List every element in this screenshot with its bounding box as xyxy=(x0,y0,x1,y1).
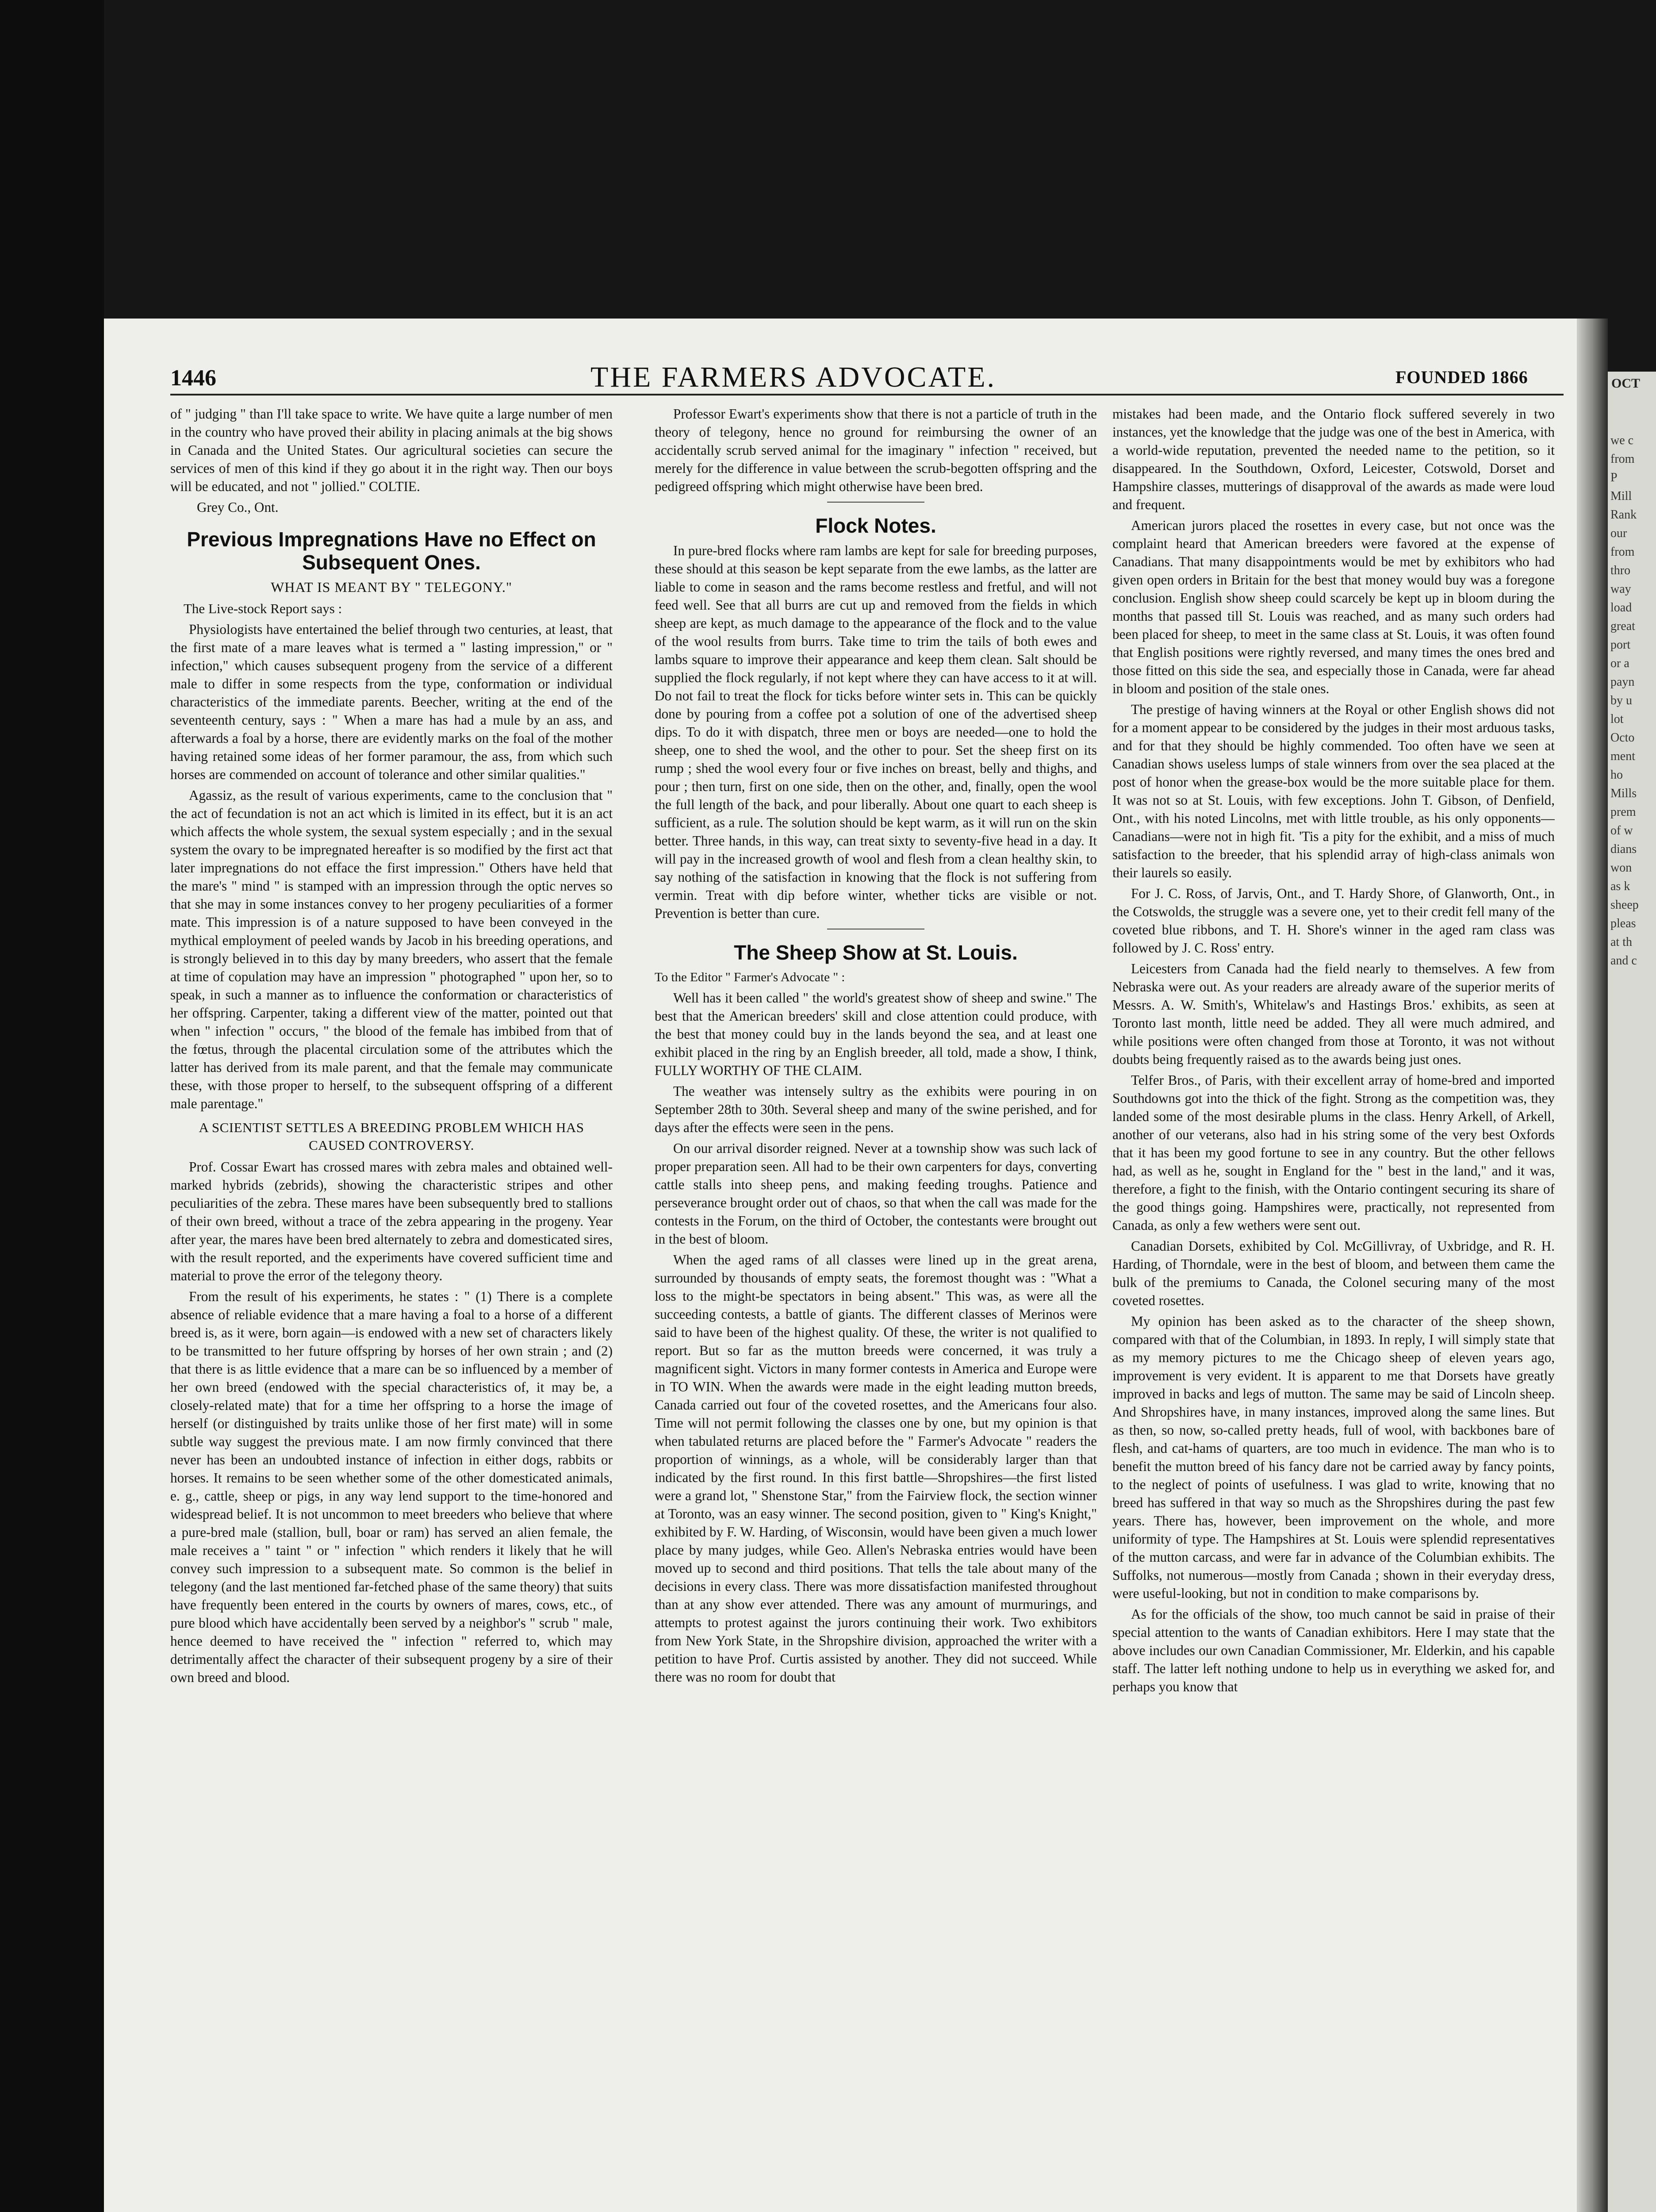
facing-page-line: port xyxy=(1610,638,1631,652)
paragraph: Physiologists have entertained the belief through two centuries, at least, that the first mate of a mare leaves what is termed a " lasting impression," or " infection," which causes subsequent progeny from the service of a different male to differ in some respects from the type, conformation or individual characteristics of the immediate parents. Beecher, writing at the end of the seventeenth century, says : " When a mare has had a mule by an ass, and afterwards a foal by a horse, there are evidently marks on the foal of the mother having retained some ideas of her former paramour, the ass, from which such horses are commended on account of tolerance and other similar qualities." xyxy=(170,622,613,782)
paragraph: The prestige of having winners at the Royal or other English shows did not for a moment appear to be considered by the judges in their most arduous tasks, and for that they should be highly commended. Too often have we seen at Canadian shows useless lumps of stale winners from over the sea placed at the post of honor when the grease-box would be the more suitable place for them. It was not so at St. Louis, with few exceptions. John T. Gibson, of Denfield, Ont., with his noted Lincolns, met with little trouble, as his only opponents—Canadians—were not in high fit. 'Tis a pity for the exhibit, and a miss of much satisfaction to the breeder, that his splendid array of high-class animals won their laurels so easily. xyxy=(1112,702,1555,880)
letter-ending: of " judging " than I'll take space to write. We have quite a large number of men in the country who have proved their ability in placing animals at the big shows in Canada and the United States. Our agricultural societies can secure the services of men of this kind if they go about it in the right way. Then our boys will be educated, and not " jollied." COLTIE. xyxy=(170,406,613,494)
facing-page-line: Octo xyxy=(1610,731,1635,745)
divider xyxy=(827,502,924,503)
running-header xyxy=(104,361,1564,392)
facing-page-line: P xyxy=(1610,471,1618,484)
facing-page-line: or a xyxy=(1610,657,1629,670)
letter-signoff: Grey Co., Ont. xyxy=(197,499,279,515)
paragraph: American jurors placed the rosettes in every case, but not once was the complaint heard that American breeders were favored at the expense of Canadians. That many disappointments would be met by exhibitors who had given open orders in Britain for the best that money would buy was a foregone conclusion. English show sheep could scarcely be kept up in bloom during the months that passed till St. Louis was reached, and as many such orders had been placed for sheep, to meet in the same class at St. Louis, it was often found that English positions were rightly reversed, and many times the ones bred and those fitted on this side the sea, and especially those in Canada, were far ahead in bloom and position of the stale ones. xyxy=(1112,518,1555,696)
facing-page-line: as k xyxy=(1610,879,1630,893)
paragraph: As for the officials of the show, too much cannot be said in praise of their special attention to the wants of Canadian exhibitors. Here I may state that the above includes our own Canadian Commissioner, Mr. Elderkin, and his capable staff. The latter left nothing undone to help us in everything we asked for, and perhaps you know that xyxy=(1112,1606,1555,1694)
paragraph: The weather was intensely sultry as the exhibits were pouring in on September 28th to 30th. Several sheep and many of the swine perished, and for days after the effects were seen in the pens. xyxy=(655,1083,1097,1135)
paragraph: From the result of his experiments, he states : " (1) There is a complete absence of reliable evidence that a mare having a foal to a horse of a different breed is, as it were, born again—is endowed with a new set of characters likely to be transmitted to her future offspring by horses of her own strain ; and (2) that there is as little evidence that a mare can be so influenced by a member of her own breed (endowed with the special characteristics of, it may be, a closely-related mate) that for a time her offspring to a horse the image of herself (or distinguished by traits unlike those of her first mate) will in some subtle way suggest the previous mate. I am now firmly convinced that there never has been an undoubted instance of infection in either dogs, rabbits or horses. It remains to be seen whether some of the other domesticated animals, e. g., cattle, sheep or pigs, in any way lend support to the time-honored and widespread belief. It is not uncommon to meet breeders who believe that where a pure-bred male (stallion, bull, boar or ram) has served an alien female, the male receives a " taint " or " infection " which renders it likely that he will convey such impression to a subsequent mate. So common is the belief in telegony (and the last mentioned far-fetched phase of the same theory) that suits have frequently been entered in the courts by owners of mares, cows, etc., of pure blood which have accidentally been served by a neighbor's " scrub " male, hence deemed to have received the " infection " referred to, which may detrimentally affect the character of their subsequent progeny by a sire of their own breed and blood. xyxy=(170,1289,613,1685)
article-title-sheep-show: The Sheep Show at St. Louis. xyxy=(734,941,1018,964)
facing-page-line: and c xyxy=(1610,954,1637,968)
facing-page-line: ho xyxy=(1610,768,1623,782)
editor-salutation: To the Editor " Farmer's Advocate " : xyxy=(655,970,845,984)
facing-page-line: from xyxy=(1610,452,1635,466)
header-rule xyxy=(170,394,1564,396)
facing-page-line: Mill xyxy=(1610,489,1632,503)
facing-page-line: Rank xyxy=(1610,508,1637,522)
facing-page-line: won xyxy=(1610,861,1632,875)
facing-page-line: thro xyxy=(1610,564,1631,577)
facing-page-header: OCT xyxy=(1611,376,1641,391)
paragraph: On our arrival disorder reigned. Never at a township show was such lack of proper preparation seen. All had to be their own carpenters for days, converting cattle stalls into sheep pens, and making feeding troughs. Patience and perseverance brought order out of chaos, so that when the call was made for the contests in the Forum, on the third of October, the contestants were brought out in the best of bloom. xyxy=(655,1141,1097,1247)
column-3 xyxy=(1112,405,1555,2212)
paragraph: Agassiz, as the result of various experiments, came to the conclusion that " the act of fecundation is not an act which is limited in its effect, but it is an act which affects the whole system, the sexual system especially ; and in the sexual system the ovary to be impregnated hereafter is so modified by the first act that later impregnations do not efface the first impression." Others have held that the mare's " mind " is stamped with an impression through the optic nerves so that she may in some instances convey to her progeny peculiarities of a former mate. This impression is of a nature supposed to have been conveyed in the mythical employment of peeled wands by Jacob in his breeding operations, and is strongly believed in to this day by many breeders, who assert that the female at time of copulation may have an impression " photographed " upon her, so to speak, in such a manner as to influence the conformation or characteristics of her offspring. Carpenter, taking a different view of the matter, pointed out that when " infection " occurs, " the blood of the female has imbibed from that of the fœtus, through the placental circulation some of the attributes which the latter has derived from its male parent, and that the female may communicate these, with those proper to herself, to the subsequent offspring of a different male parentage." xyxy=(170,787,613,1111)
article-subtitle-telegony: WHAT IS MEANT BY " TELEGONY." xyxy=(271,579,512,595)
facing-page-line: from xyxy=(1610,545,1635,559)
facing-page-line: way xyxy=(1610,582,1631,596)
facing-page-line: at th xyxy=(1610,935,1632,949)
paragraph: Leicesters from Canada had the field nearly to themselves. A few from Nebraska were out. As your readers are already aware of the superior merits of Messrs. A. W. Smith's, Whitelaw's and Hastings Bros.' exhibits, as seen at Toronto last month, little need be added. They all were much admired, and while positions were often changed from those at Toronto, it was not without doubts being frequently raised as to the awards being just ones. xyxy=(1112,961,1555,1067)
scan-left-edge xyxy=(0,0,104,2212)
facing-page-line: Mills xyxy=(1610,787,1637,800)
book-spine-shadow xyxy=(1577,319,1608,2212)
facing-page-line: load xyxy=(1610,601,1632,614)
newspaper-page xyxy=(104,319,1599,2212)
paragraph: Well has it been called " the world's greatest show of sheep and swine." The best that the American breeders' skill and close attention could produce, with the best that money could buy in the lands beyond the sea, and at least one exhibit placed in the ring by an English breeder, all told, made a show, I think, FULLY WORTHY OF THE CLAIM. xyxy=(655,990,1097,1078)
facing-page-line: payn xyxy=(1610,675,1635,689)
founded-note: FOUNDED 1866 xyxy=(1395,367,1528,387)
facing-page-line: pleas xyxy=(1610,917,1636,930)
facing-page-line: of w xyxy=(1610,824,1633,837)
paragraph: For J. C. Ross, of Jarvis, Ont., and T. Hardy Shore, of Glanworth, Ont., in the Cotswolds, the struggle was a severe one, yet to their credit fell many of the coveted blue ribbons, and T. H. Shore's winner in the aged ram class was followed by J. C. Ross' entry. xyxy=(1112,886,1555,956)
facing-page-line: great xyxy=(1610,619,1635,633)
page-number: 1446 xyxy=(170,365,216,391)
facing-page-line: dians xyxy=(1610,842,1637,856)
facing-page-line: we c xyxy=(1610,434,1634,447)
facing-page-line: by u xyxy=(1610,694,1632,707)
paragraph: When the aged rams of all classes were lined up in the great arena, surrounded by thousands of empty seats, the foremost thought was : "What a loss to the might-be spectators in being absent." This was, as were all the succeeding contests, a battle of giants. The different classes of Merinos were said to have been of the highest quality. Of these, the writer is not qualified to report. But so far as the mutton breeds were concerned, it was truly a magnificent sight. Victors in many former contests in America and Europe were in TO WIN. When the awards were made in the eight leading mutton breeds, Canada carried out four of the coveted rosettes, and the Americans four also. Time will not permit following the classes one by one, but my opinion is that when tabulated returns are placed before the " Farmer's Advocate " readers the proportion of winnings, as a whole, will be considerably larger than that indicated by the first round. In this first battle—Shropshires—the first listed were a grand lot, " Shenstone Star," from the Fairview flock, the section winner at Toronto, was an easy winner. The second position, given to " King's Knight," exhibited by F. W. Harding, of Wisconsin, would have been given a much lower place by many judges, while Geo. Allen's Nebraska entries would have been moved up to second and third positions. That tells the tale about many of the decisions in every class. There was more dissatisfaction manifested throughout than at any show ever attended. There was any amount of murmurings, and attempts to protest against the jurors continuing their work. Two exhibitors from New York State, in the Shropshire division, approached the writer with a petition to have Prof. Curtis assisted by another. They did not succeed. While there was no room for doubt that xyxy=(655,1252,1097,1685)
facing-page-line: ment xyxy=(1610,749,1635,763)
facing-page-edge xyxy=(1608,372,1656,2212)
section-subhead: A SCIENTIST SETTLES A BREEDING PROBLEM WHICH HAS CAUSED CONTROVERSY. xyxy=(199,1120,584,1153)
column-2 xyxy=(655,405,1097,2212)
column-1 xyxy=(170,405,613,2212)
paragraph: mistakes had been made, and the Ontario flock suffered severely in two instances, yet the knowledge that the judge was one of the best in America, with a world-wide reputation, prevented the needed name to the petition, so it disappeared. In the Southdown, Oxford, Leicester, Cotswold, Dorset and Hampshire classes, mutterings of disapproval of the awards as made were loud and frequent. xyxy=(1112,406,1555,512)
paragraph: Canadian Dorsets, exhibited by Col. McGillivray, of Uxbridge, and R. H. Harding, of Thorndale, were in the best of bloom, and between them came the bulk of the premiums to Canada, the Colonel securing many of the most coveted rosettes. xyxy=(1112,1238,1555,1308)
facing-page-line: our xyxy=(1610,526,1627,540)
facing-page-line: sheep xyxy=(1610,898,1639,912)
paragraph: Professor Ewart's experiments show that there is not a particle of truth in the theory of telegony, hence no ground for reimbursing the owner of an accidentally scrub served animal for the imaginary " infection " received, but merely for the difference in value between the scrub-begotten offspring and the pedigreed offspring which might otherwise have been bred. xyxy=(655,406,1097,494)
paragraph: Prof. Cossar Ewart has crossed mares with zebra males and obtained well-marked hybrids (zebrids), showing the characteristic stripes and other peculiarities of the zebra. These mares have been subsequently bred to stallions of their own breed, without a trace of the zebra appearing in the progeny. Year after year, the mares have been bred alternately to zebra and domesticated sires, with the result reported, and the experiments have covered sufficient time and material to prove the error of the telegony theory. xyxy=(170,1159,613,1283)
paragraph: In pure-bred flocks where ram lambs are kept for sale for breeding purposes, these should at this season be kept separate from the ewe lambs, as the latter are liable to come in season and the rams become restless and fretful, and will not feed well. See that all burrs are cut up and removed from the fields in which sheep are kept, as much damage to the appearance of the flock and to the value of the wool results from burrs. Take time to trim the tails of both ewes and lambs square to improve their appearance and keep them clean. Salt should be supplied the flock regularly, if not kept where they can have access to it at will. Do not fail to treat the flock for ticks before winter sets in. This can be quickly done by pouring from a coffee pot a solution of one of the advertised sheep dips. To do it with dispatch, three men or boys are needed—one to hold the sheep, one to shed the wool, and the other to pour. Set the sheep first on its rump ; shed the wool every four or five inches on breast, belly and thighs, and pour ; then turn, first on one side, then on the other, and, finally, open the wool the full length of the back, and pour liberally. About one quart to each sheep is sufficient, as a rule. The solution should be kept warm, as it will run on the skin better. Three hands, in this way, can treat sixty to seventy-five head in a day. It will pay in the increased growth of wool and flesh from a clean healthy skin, to say nothing of the satisfaction in knowing that the flock is not suffering from vermin. Treat with dip before winter, whether ticks are visible or not. Prevention is better than cure. xyxy=(655,543,1097,921)
article-title-telegony: Previous Impregnations Have no Effect on Subsequent Ones. xyxy=(187,528,596,574)
publication-title: THE FARMERS ADVOCATE. xyxy=(590,361,997,393)
facing-page-line: prem xyxy=(1610,805,1636,819)
facing-page-line: lot xyxy=(1610,712,1624,726)
article-source: The Live-stock Report says : xyxy=(184,601,342,616)
paragraph: My opinion has been asked as to the character of the sheep shown, compared with that of the Columbian, in 1893. In reply, I will simply state that as my memory pictures to me the Chicago sheep of eleven years ago, improvement is very evident. It is apparent to me that Dorsets have greatly improved in backs and legs of mutton. The same may be said of Lincoln sheep. And Shropshires have, in many instances, improved along the same lines. But as then, so now, so-called pretty heads, full of wool, with backbones bare of flesh, and cat-hams of quarters, are too much in evidence. The man who is to benefit the mutton breed of his fancy dare not be carried away by fancy points, to the neglect of points of usefulness. I was glad to write, knowing that no breed has suffered in that way so much as the Shropshires during the past few years. There has, however, been improvement on the whole, and more uniformity of type. The Hampshires at St. Louis were splendid representatives of the mutton carcass, and were far in advance of the Columbian exhibits. The Suffolks, not numerous—mostly from Canada ; shown in their everyday dress, were useful-looking, but not in condition to make comparisons by. xyxy=(1112,1313,1555,1601)
article-title-flock-notes: Flock Notes. xyxy=(815,514,936,537)
paragraph: Telfer Bros., of Paris, with their excellent array of home-bred and imported Southdowns got into the thick of the fight. Strong as the competition was, they landed some of the most desirable plums in the class. Henry Arkell, of Arkell, another of our veterans, also had in his string some of the very best Oxfords that it has been my good fortune to see in any country. But the other fellows had, as well as he, sought in England for the " best in the land," and it was, therefore, a fight to the finish, with the Ontario contingent securing its share of the good things going. Hampshires were, practically, not represented from Canada, as only a few wethers were sent out. xyxy=(1112,1072,1555,1233)
